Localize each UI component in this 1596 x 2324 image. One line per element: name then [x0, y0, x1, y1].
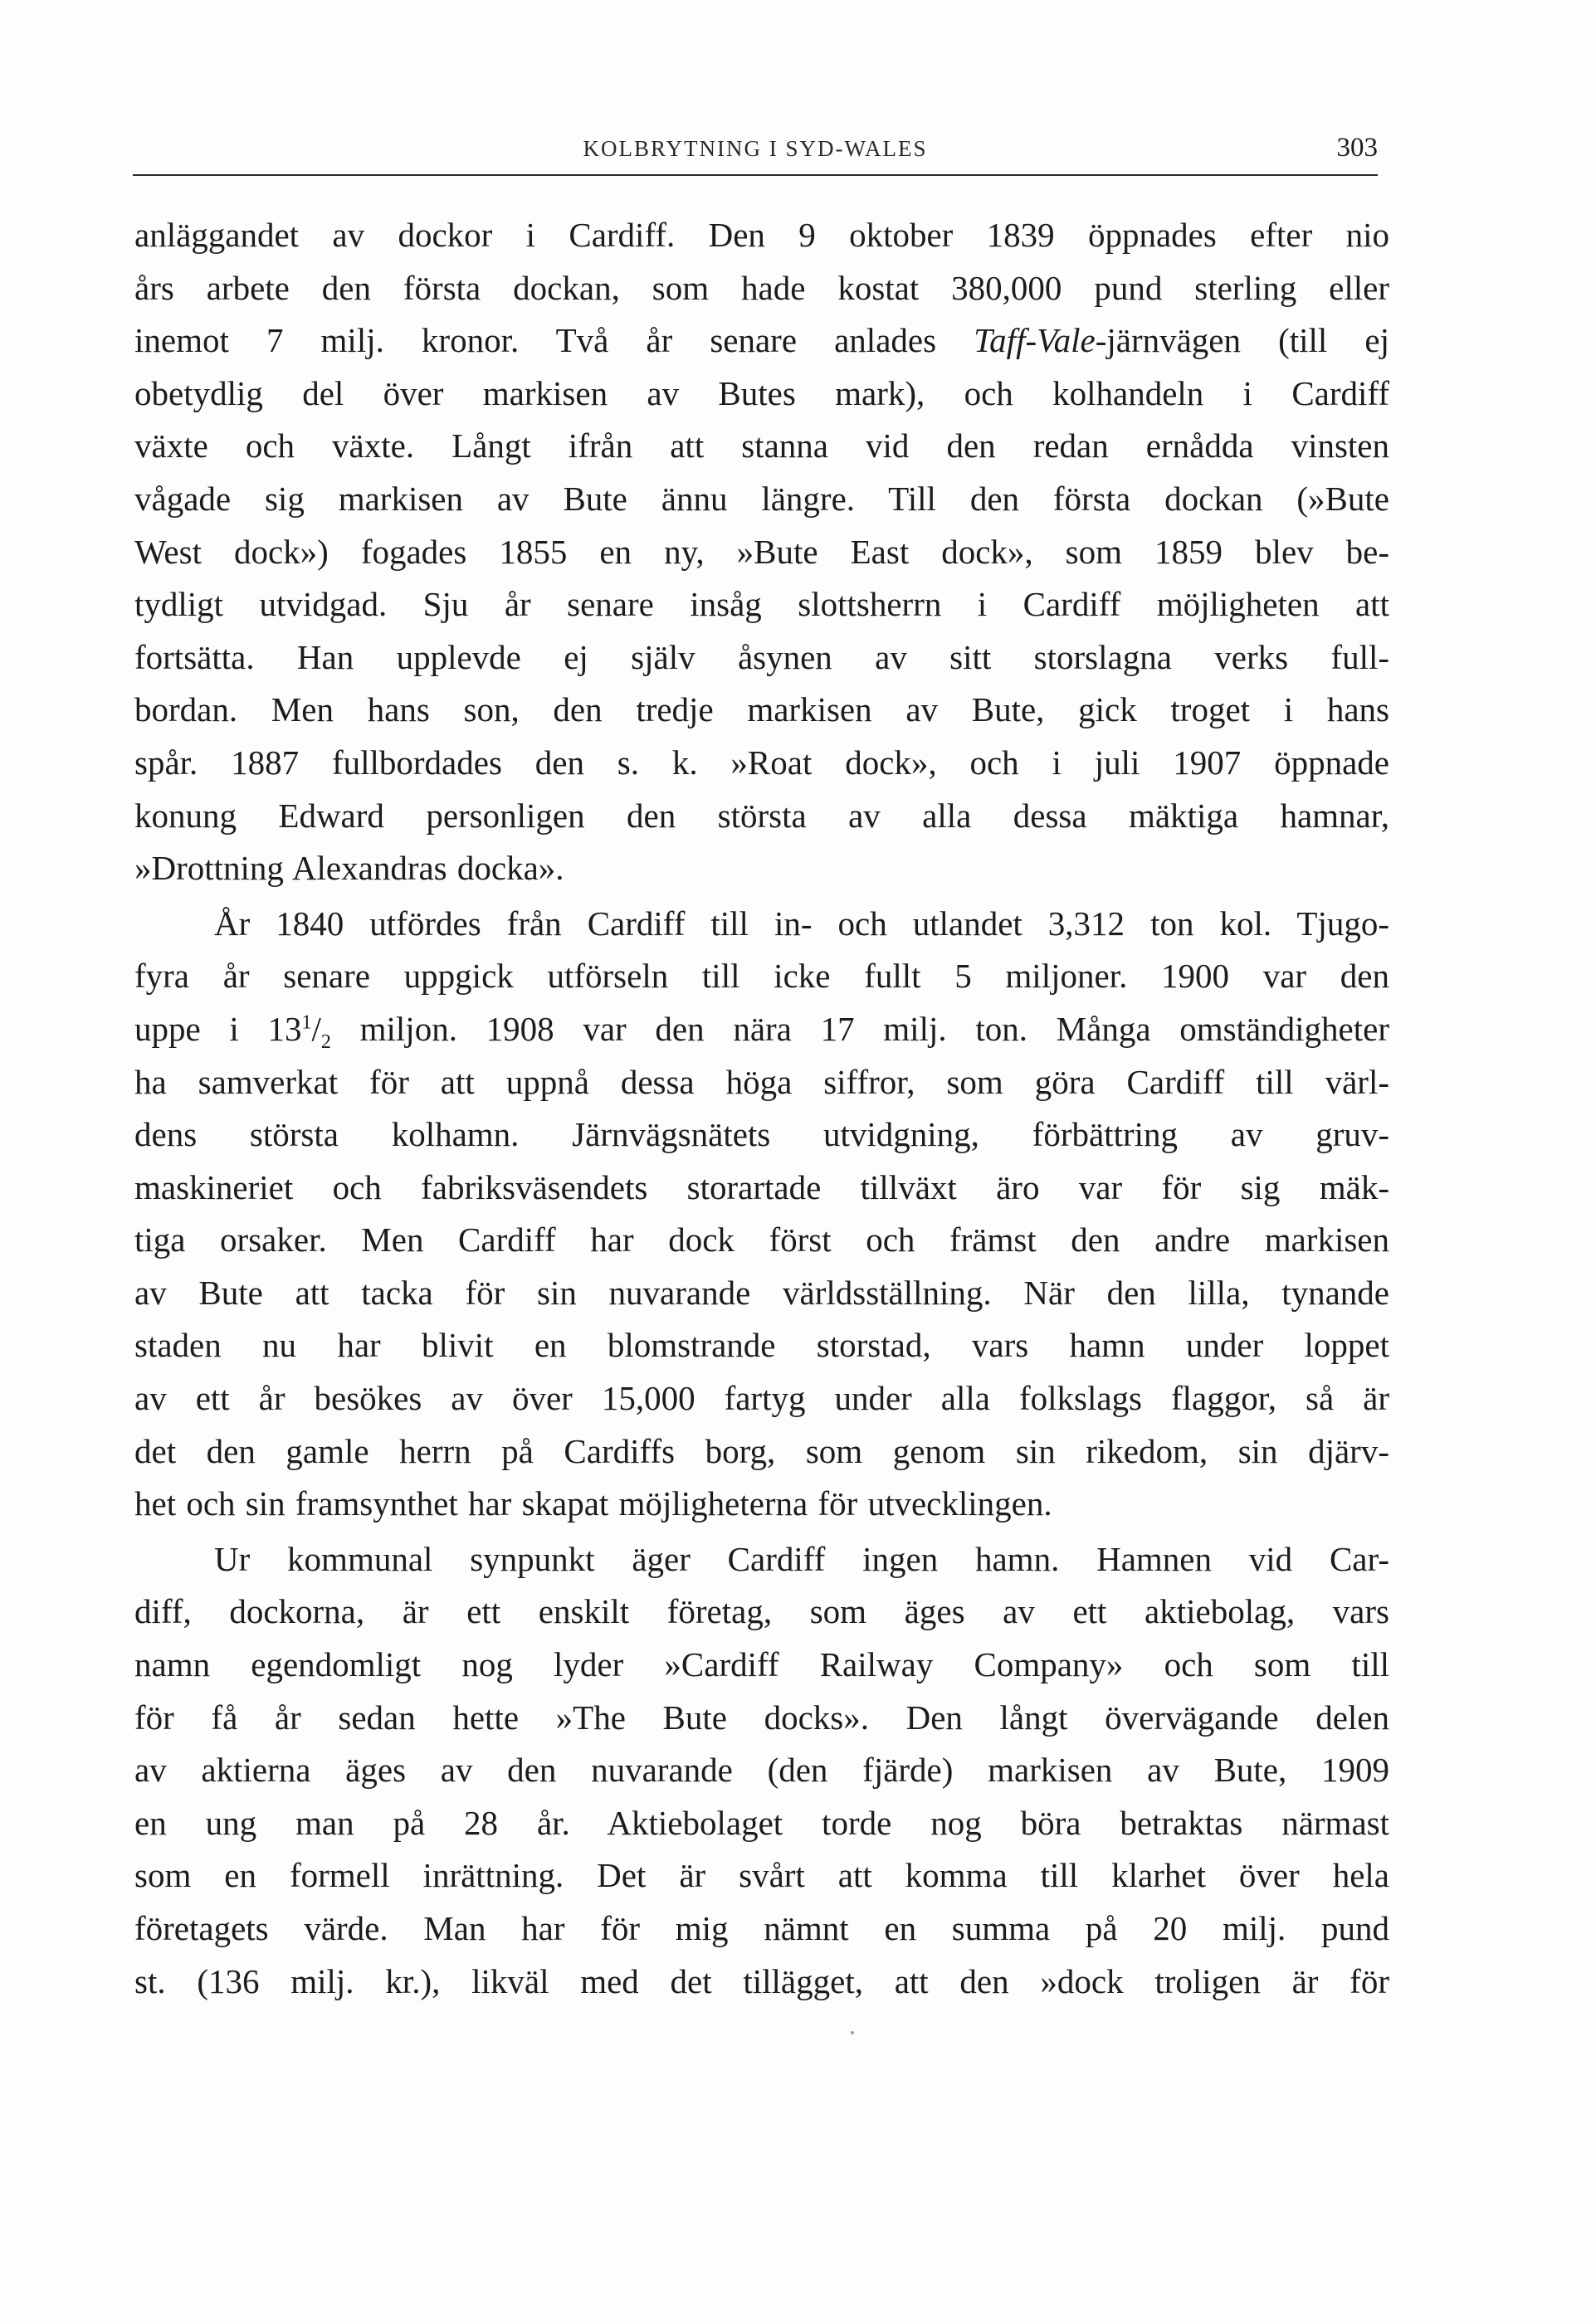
text-line — [134, 314, 1389, 368]
text-fragment: uppe i 13 — [134, 1009, 302, 1048]
text-line: staden nu har blivit en blomstrande storstad, vars hamn under loppet — [134, 1326, 1389, 1365]
paper-speck — [851, 2031, 854, 2034]
paragraph-1 — [134, 209, 1389, 895]
text-line: obetydlig del över markisen av Butes mark), och kolhandeln i Cardiff — [134, 373, 1389, 412]
text-line: som en formell inrättning. Det är svårt att komma till klarhet över hela — [134, 1856, 1389, 1895]
text-line: av Bute att tacka för sin nuvarande världsställning. När den lilla, tynande — [134, 1273, 1389, 1312]
text-line: spår. 1887 fullbordades den s. k. »Roat dock», och i juli 1907 öppnade — [134, 743, 1389, 782]
text-line: namn egendomligt nog lyder »Cardiff Railway Company» och som till — [134, 1645, 1389, 1684]
text-line: maskineriet och fabriksväsendets storartade tillväxt äro var för sig mäk- — [134, 1167, 1389, 1206]
text-line: växte och växte. Långt ifrån att stanna vid den redan ernådda vinsten — [134, 426, 1389, 465]
running-head — [133, 124, 1378, 176]
text-line: tydligt utvidgad. Sju år senare insåg slottsherrn i Cardiff möjligheten att — [134, 585, 1389, 624]
text-line: År 1840 utfördes från Cardiff till in- och utlandet 3,312 ton kol. Tjugo- — [214, 904, 1389, 943]
text-line: av aktierna äges av den nuvarande (den fjärde) markisen av Bute, 1909 — [134, 1751, 1389, 1790]
text-line: av ett år besökes av över 15,000 fartyg under alla folkslags flaggor, så är — [134, 1379, 1389, 1418]
text-line: uppe i $13^1/_2$ miljon. 1908 var den nära 17 milj. ton. Många omständigheter — [134, 1009, 1389, 1054]
text-fragment: -järnvägen (till ej — [1095, 321, 1389, 360]
text-line: vågade sig markisen av Bute ännu längre. Till den första dockan (»Bute — [134, 479, 1389, 518]
text-line: företagets värde. Man har för mig nämnt en summa på 20 milj. pund — [134, 1909, 1389, 1947]
text-line: års arbete den första dockan, som hade kostat 380,000 pund sterling eller — [134, 268, 1389, 307]
text-line: ha samverkat för att uppnå dessa höga siffror, som göra Cardiff till värl- — [134, 1062, 1389, 1101]
text-line: st. (136 milj. kr.), likväl med det tillägget, att den »dock troligen är för — [134, 1961, 1389, 2000]
paragraph-2 — [134, 898, 1389, 1531]
text-line: en ung man på 28 år. Aktiebolaget torde nog böra betraktas närmast — [134, 1803, 1389, 1842]
fraction-denominator: 2 — [320, 1031, 331, 1054]
page-number: 303 — [1336, 133, 1378, 163]
text-line: fortsätta. Han upplevde ej själv åsynen av sitt storslagna verks full- — [134, 637, 1389, 676]
text-line: Ur kommunal synpunkt äger Cardiff ingen hamn. Hamnen vid Car- — [214, 1539, 1389, 1578]
paragraph-3 — [134, 1533, 1389, 2008]
running-title: KOLBRYTNING I SYD-WALES — [583, 136, 928, 161]
text-line: tiga orsaker. Men Cardiff har dock först och främst den andre markisen — [134, 1220, 1389, 1259]
text-fragment: miljon. 1908 var den nära 17 milj. ton. Många omständigheter — [330, 1009, 1389, 1048]
fraction-numerator: 1 — [301, 1011, 312, 1034]
text-fragment: inemot 7 milj. kronor. Två år senare anlades — [134, 321, 974, 360]
text-line: för få år sedan hette »The Bute docks». Den långt övervägande delen — [134, 1698, 1389, 1737]
text-line: »Drottning Alexandras docka». — [134, 849, 564, 888]
text-line: konung Edward personligen den största av alla dessa mäktiga hamnar, — [134, 796, 1389, 835]
railway-name: Taff-Vale — [974, 321, 1096, 360]
text-line: anläggandet av dockor i Cardiff. Den 9 oktober 1839 öppnades efter nio — [134, 216, 1389, 254]
text-line: det den gamle herrn på Cardiffs borg, som genom sin rikedom, sin djärv- — [134, 1431, 1389, 1470]
text-line: het och sin framsynthet har skapat möjligheterna för utvecklingen. — [134, 1484, 1052, 1523]
text-line: fyra år senare uppgick utförseln till icke fullt 5 miljoner. 1900 var den — [134, 957, 1389, 996]
body-text — [134, 209, 1389, 2008]
text-line: diff, dockorna, är ett enskilt företag, som äges av ett aktiebolag, vars — [134, 1592, 1389, 1631]
text-line: dens största kolhamn. Järnvägsnätets utvidgning, förbättring av gruv- — [134, 1115, 1389, 1154]
text-line: West dock») fogades 1855 en ny, »Bute East dock», som 1859 blev be- — [134, 532, 1389, 571]
text-line: bordan. Men hans son, den tredje markisen av Bute, gick troget i hans — [134, 690, 1389, 729]
